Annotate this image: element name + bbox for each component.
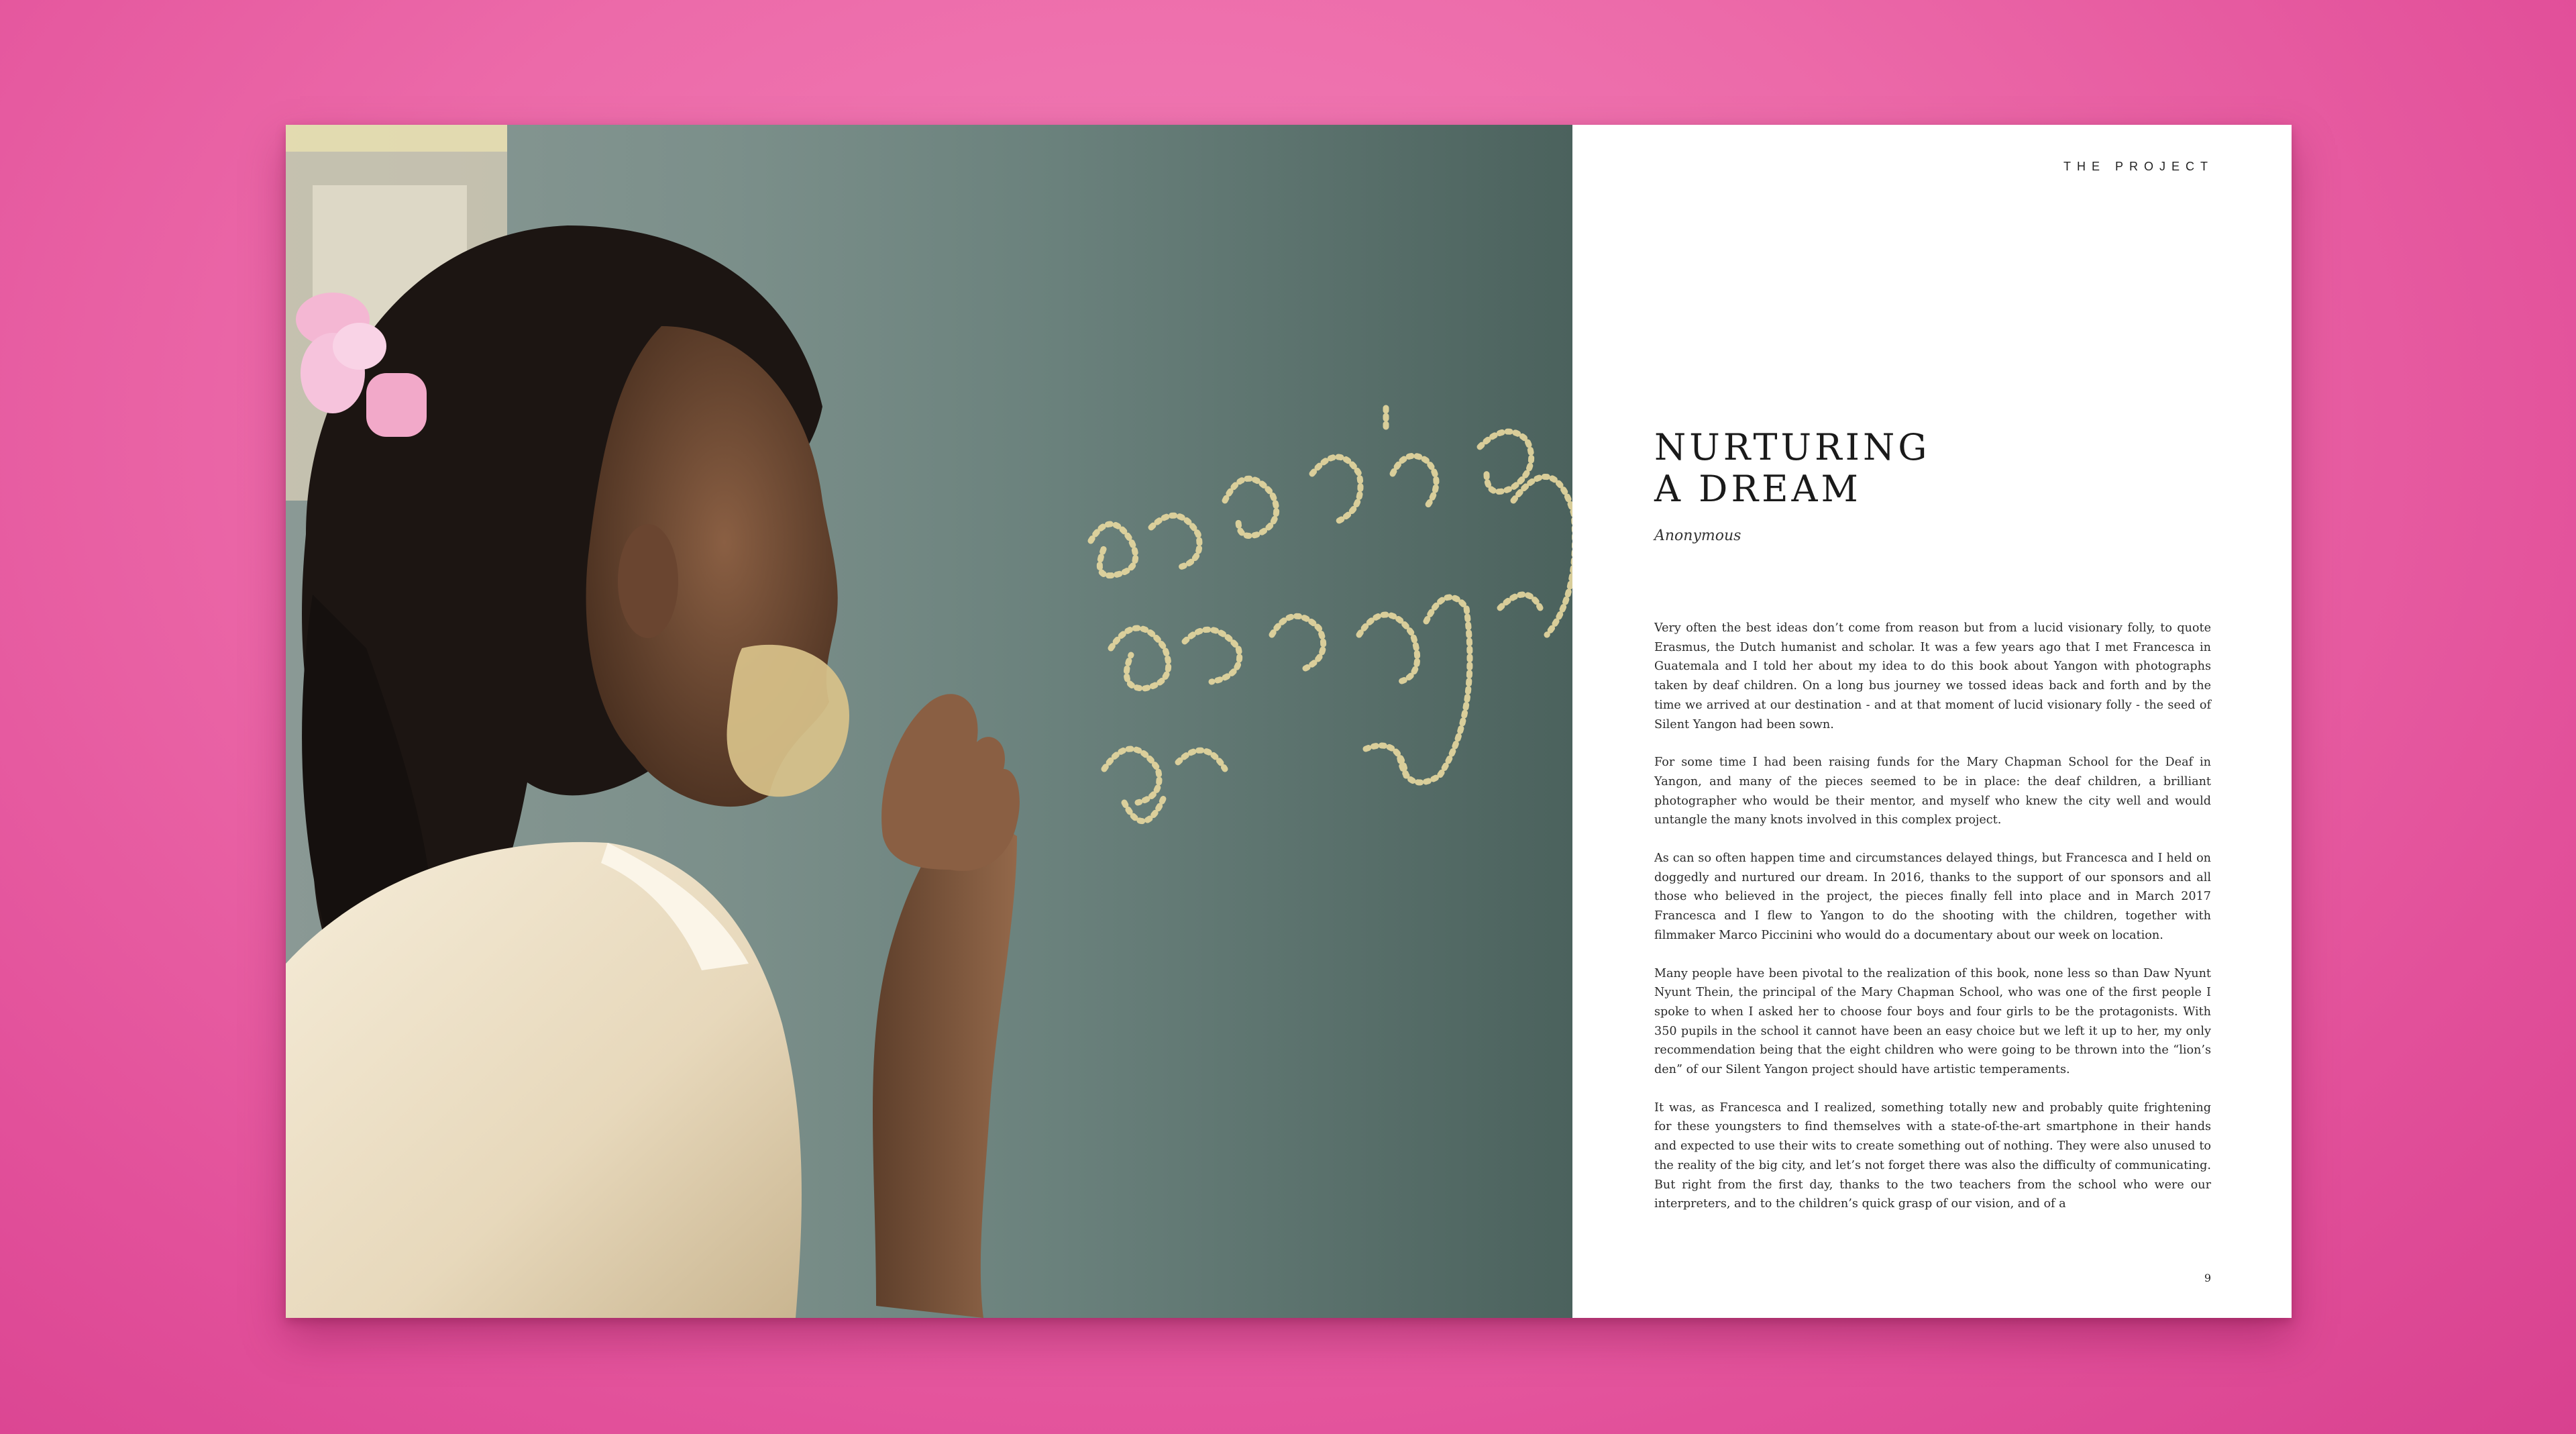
shirt	[286, 842, 802, 1318]
body-paragraph: It was, as Francesca and I realized, something totally new and probably quite frightening for these youngsters to find themselves with a state-of-the-art smartphone in their hands and expected to use their wits to create something out of nothing. They were also unused to the reality of the big city, and let’s not forget there was also the difficulty of communicating. But right from the first day, thanks to the two teachers from the school who were our interpreters, and to the children’s quick grasp of our vision, and of a	[1654, 1100, 2211, 1211]
text-page	[1572, 125, 2292, 1318]
article-title-line-1: NURTURING	[1654, 426, 1931, 468]
body-paragraph: Many people have been pivotal to the realization of this book, none less so than Daw Nyunt Nyunt Thein, the principal of the Mary Chapman School, who was one of the first people I spoke to when I asked her to choose four boys and four girls to be the protagonists. With 350 pupils in the school it cannot have been an easy choice but we left it up to her, my only recommendation being that the eight children who were going to be thrown into the “lion’s den” of our Silent Yangon project should have artistic temperaments.	[1654, 966, 2211, 1077]
body-paragraph: As can so often happen time and circumstances delayed things, but Francesca and I held on doggedly and nurtured our dream. In 2016, thanks to the support of our sponsors and all those who believed in the project, the pieces finally fell into place and in March 2017 Francesca and I flew to Yangon to do the shooting with the children, together with filmmaker Marco Piccinini who would do a documentary about our week on location.	[1654, 852, 2211, 942]
article-title-line-2: A DREAM	[1654, 468, 1862, 510]
page-number: 9	[2204, 1272, 2211, 1284]
body-paragraph: For some time I had been raising funds for the Mary Chapman School for the Deaf in Yangon, and many of the pieces seemed to be in place: the deaf children, a brilliant photographer who would be their mentor, and myself who knew the city well and would untangle the many knots involved in this complex project.	[1654, 756, 2211, 827]
running-head: THE PROJECT	[2063, 160, 2214, 173]
photo-girl-writing-on-chalkboard	[286, 125, 1572, 1318]
body-paragraph: Very often the best ideas don’t come from reason but from a lucid visionary folly, to quote Erasmus, the Dutch humanist and scholar. It was a few years ago that I met Francesca in Guatemala and I told her about my idea to do this book about Yangon with photographs taken by deaf children. On a long bus journey we tossed ideas back and forth and by the time we arrived at our destination - and at that moment of lucid visionary folly - the seed of Silent Yangon had been sown.	[1654, 621, 2211, 731]
ear	[618, 524, 678, 638]
article-author: Anonymous	[1654, 527, 1741, 544]
article-title	[1654, 427, 2057, 510]
wall-trim	[286, 125, 507, 152]
article-body	[1654, 619, 2211, 1233]
magazine-spread	[286, 125, 2292, 1318]
photo-illustration	[286, 125, 1572, 1318]
